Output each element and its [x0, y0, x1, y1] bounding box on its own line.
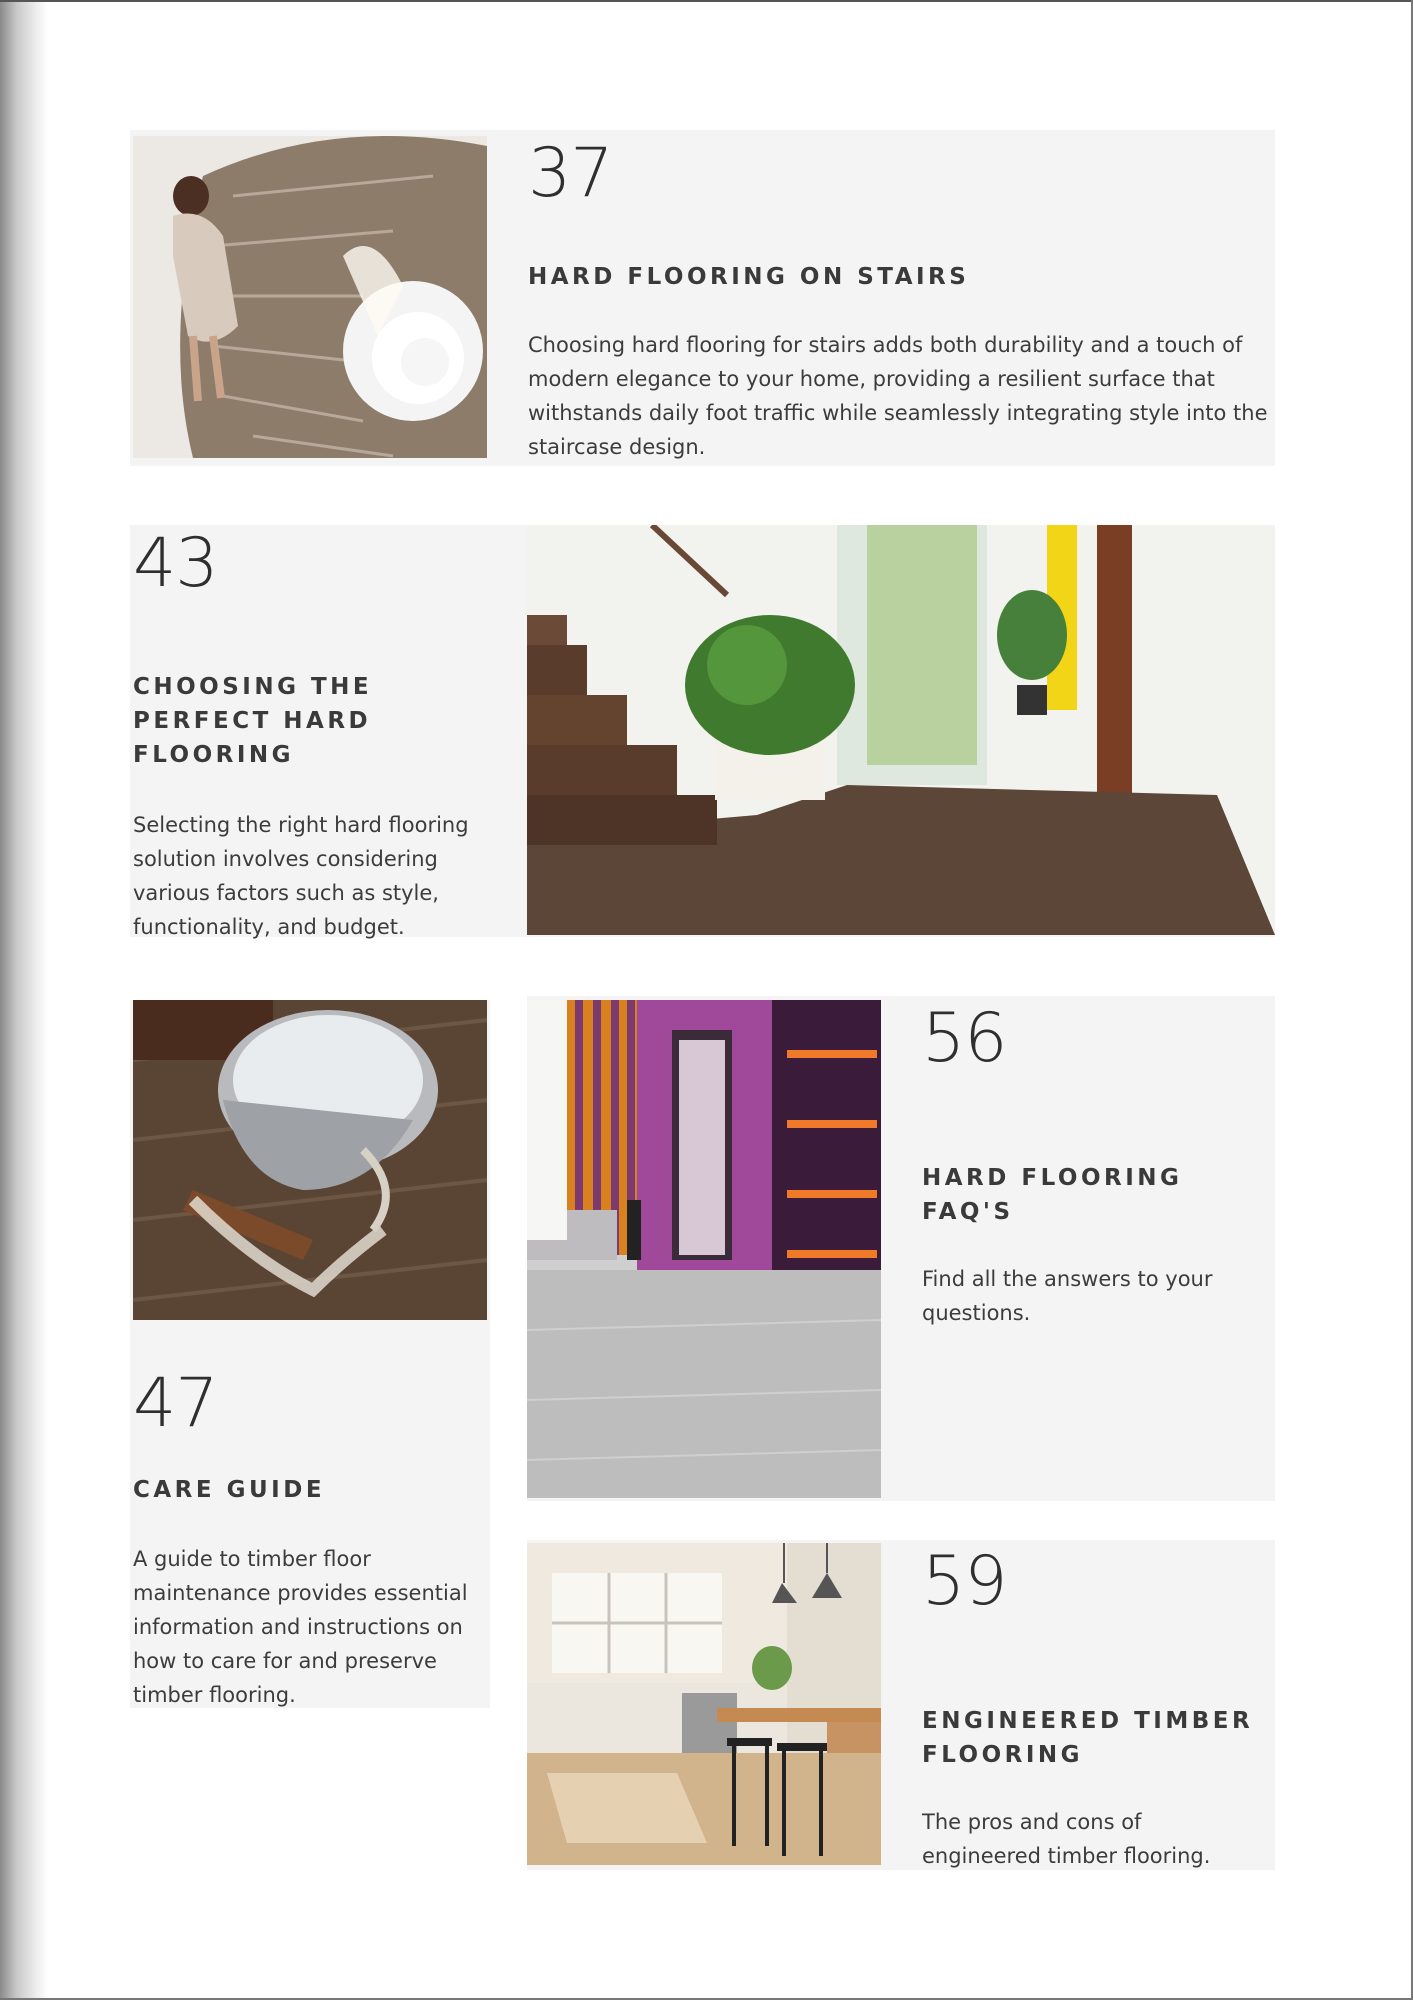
frame-border-top [0, 0, 1413, 2]
entry-59-page-number: 59 [922, 1542, 1007, 1621]
entry-56-description: Find all the answers to your questions. [922, 1267, 1213, 1325]
entry-47-title: CARE GUIDE [133, 1477, 326, 1503]
entry-43-page-number: 43 [133, 524, 218, 603]
entry-37-page-number: 37 [528, 134, 613, 213]
bucket-brush-photo [133, 1000, 487, 1320]
page-edge-shadow [0, 0, 48, 2000]
hallway-stairs-photo [527, 525, 1275, 935]
entry-43-title: CHOOSING THE PERFECT HARD FLOORING [133, 674, 373, 768]
entry-56-page-number: 56 [922, 999, 1007, 1078]
entry-59-title: ENGINEERED TIMBER FLOORING [922, 1708, 1254, 1768]
purple-living-room-photo [527, 1000, 881, 1498]
entry-37-description: Choosing hard flooring for stairs adds both durability and a touch of modern elegance to your home, providing a resilient surface that withstands daily foot traffic while seamlessly integrating style into the staircase design. [528, 333, 1268, 459]
entry-37-title: HARD FLOORING ON STAIRS [528, 264, 970, 290]
entry-56-title: HARD FLOORING FAQ'S [922, 1165, 1183, 1225]
entry-47-page-number: 47 [133, 1364, 218, 1443]
entry-47-description: A guide to timber floor maintenance provides essential information and instructions on how to care for and preserve timber flooring. [133, 1547, 468, 1707]
entry-43-description: Selecting the right hard flooring solution involves considering various factors such as style, functionality, and budget. [133, 813, 469, 939]
entry-59-description: The pros and cons of engineered timber flooring. [922, 1810, 1211, 1868]
kitchen-photo [527, 1543, 881, 1865]
spiral-staircase-photo [133, 136, 487, 458]
